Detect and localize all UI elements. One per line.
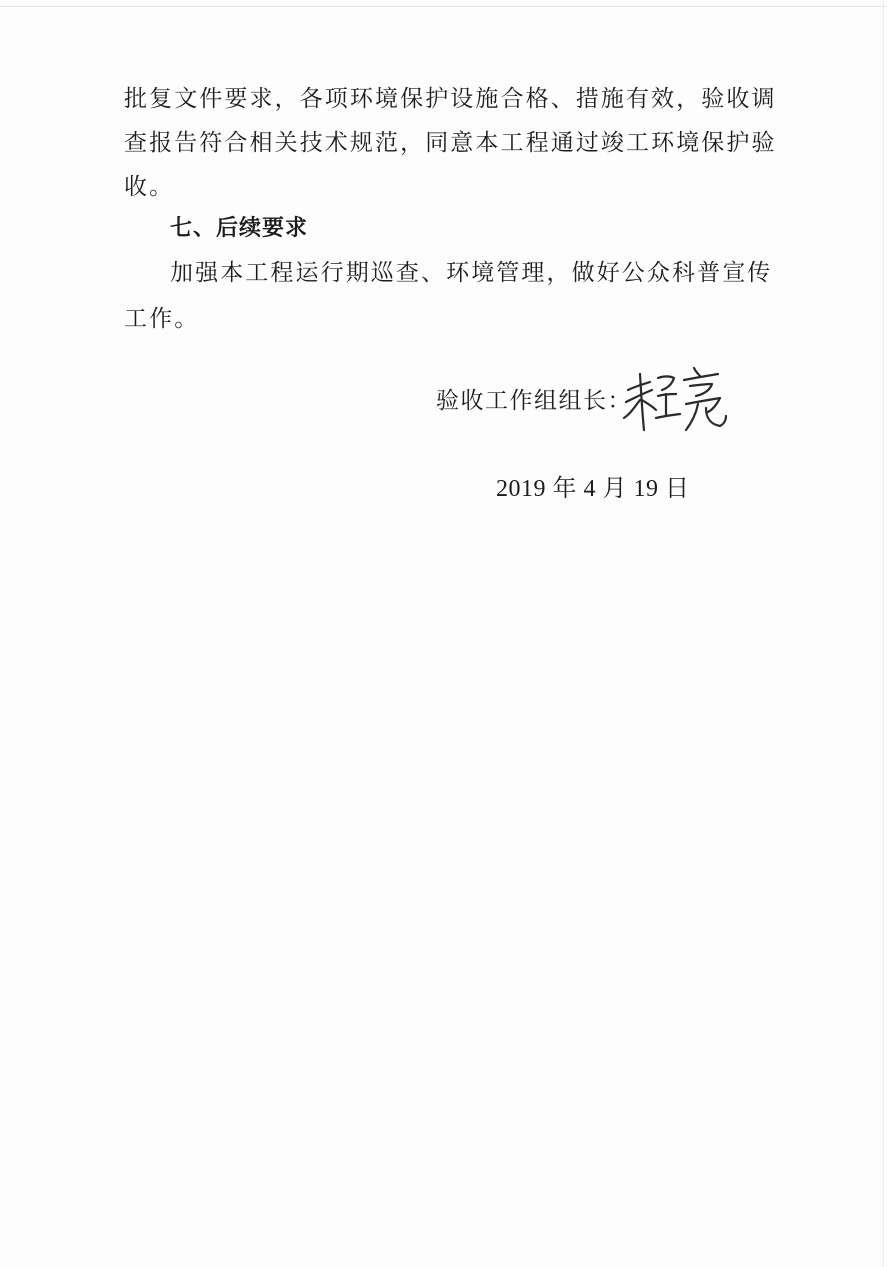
scan-edge-right bbox=[883, 0, 884, 1267]
paragraph-line-2: 查报告符合相关技术规范，同意本工程通过竣工环境保护验 bbox=[124, 130, 777, 156]
section-heading: 七、后续要求 bbox=[170, 216, 309, 241]
section-line-2: 工作。 bbox=[124, 306, 200, 332]
scan-edge-top bbox=[0, 6, 887, 7]
document-date: 2019 年 4 月 19 日 bbox=[496, 476, 690, 502]
paragraph-line-3: 收。 bbox=[124, 174, 175, 200]
handwritten-signature bbox=[620, 360, 730, 440]
paragraph-line-1: 批复文件要求，各项环境保护设施合格、措施有效，验收调 bbox=[124, 86, 777, 112]
section-line-1: 加强本工程运行期巡查、环境管理，做好公众科普宣传 bbox=[170, 260, 773, 286]
signature-label: 验收工作组组长： bbox=[436, 388, 632, 414]
